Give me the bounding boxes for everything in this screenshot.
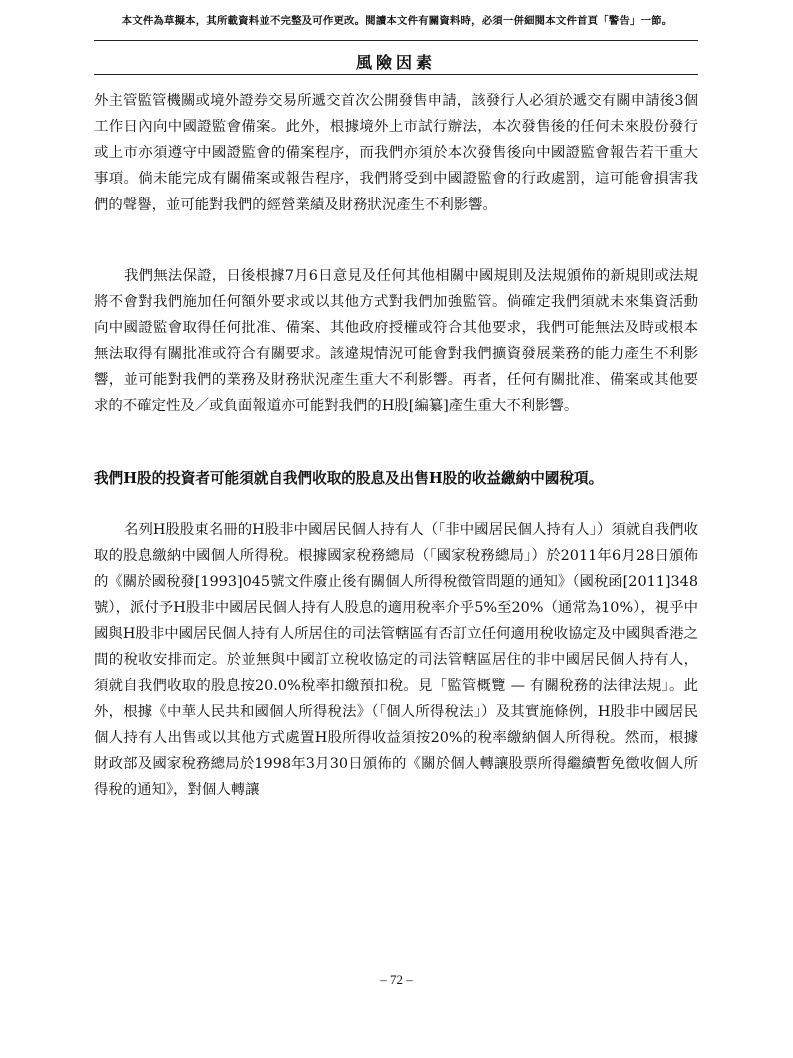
draft-disclaimer: 本文件為草擬本，其所載資料並不完整及可作更改。閱讀本文件有關資料時，必須一併細閱本文件首頁「警告」一節。 bbox=[121, 15, 673, 27]
header-rule-bottom bbox=[94, 74, 698, 75]
paragraph-regulatory-uncertainty: 我們無法保證，日後根據7月6日意見及任何其他相關中國規則及法規頒佈的新規則或法規將不會對我們施加任何額外要求或以其他方式對我們加強監管。倘確定我們須就未來集資活動向中國證監會取得任何批准、備案、其他政府授權或符合其他要求，我們可能無法及時或根本無法取得有關批准或符合有關要求。該違規情況可能會對我們擴資發展業務的能力產生不利影響，並可能對我們的業務及財務狀況產生重大不利影響。再者，任何有關批准、備案或其他要求的不確定性及／或負面報道亦可能對我們的H股[編纂]產生重大不利影響。 bbox=[94, 268, 698, 414]
page-number: – 72 – bbox=[380, 972, 413, 987]
paragraph-tax-risk: 名列H股股東名冊的H股非中國居民個人持有人（「非中國居民個人持有人」）須就自我們收取的股息繳納中國個人所得稅。根據國家稅務總局（「國家稅務總局」）於2011年6月28日頒佈的《關於國稅發[1993]045號文件廢止後有關個人所得稅徵管問題的通知》（國稅函[2011]348號），派付予H股非中國居民個人持有人股息的適用稅率介乎5%至20%（通常為10%），視乎中國與H股非中國居民個人持有人所居住的司法管轄區有否訂立任何適用稅收協定及中國與香港之間的稅收安排而定。於並無與中國訂立稅收協定的司法管轄區居住的非中國居民個人持有人，須就自我們收取的股息按20.0%稅率扣繳預扣稅。見「監管概覽 — 有關稅務的法律法規」。此外，根據《中華人民共和國個人所得稅法》（「個人所得稅法」）及其實施條例，H股非中國居民個人持有人出售或以其他方式處置H股所得收益須按20%的稅率繳納個人所得稅。然而，根據財政部及國家稅務總局於1998年3月30日頒佈的《關於個人轉讓股票所得繼續暫免徵收個人所得稅的通知》，對個人轉讓 bbox=[94, 522, 698, 798]
risk-subheading: 我們H股的投資者可能須就自我們收取的股息及出售H股的收益繳納中國稅項。 bbox=[94, 470, 604, 487]
paragraph-continuation: 外主管監管機關或境外證券交易所遞交首次公開發售申請，該發行人必須於遞交有關申請後3個工作日內向中國證監會備案。此外，根據境外上市試行辦法，本次發售後的任何未來股份發行或上市亦須遵守中國證監會的備案程序，而我們亦須於本次發售後向中國證監會報告若干重大事項。倘未能完成有關備案或報告程序，我們將受到中國證監會的行政處罰，這可能會損害我們的聲譽，並可能對我們的經營業績及財務狀況產生不利影響。 bbox=[94, 93, 698, 213]
section-title: 風險因素 bbox=[355, 53, 436, 72]
header-rule-top bbox=[94, 40, 698, 41]
